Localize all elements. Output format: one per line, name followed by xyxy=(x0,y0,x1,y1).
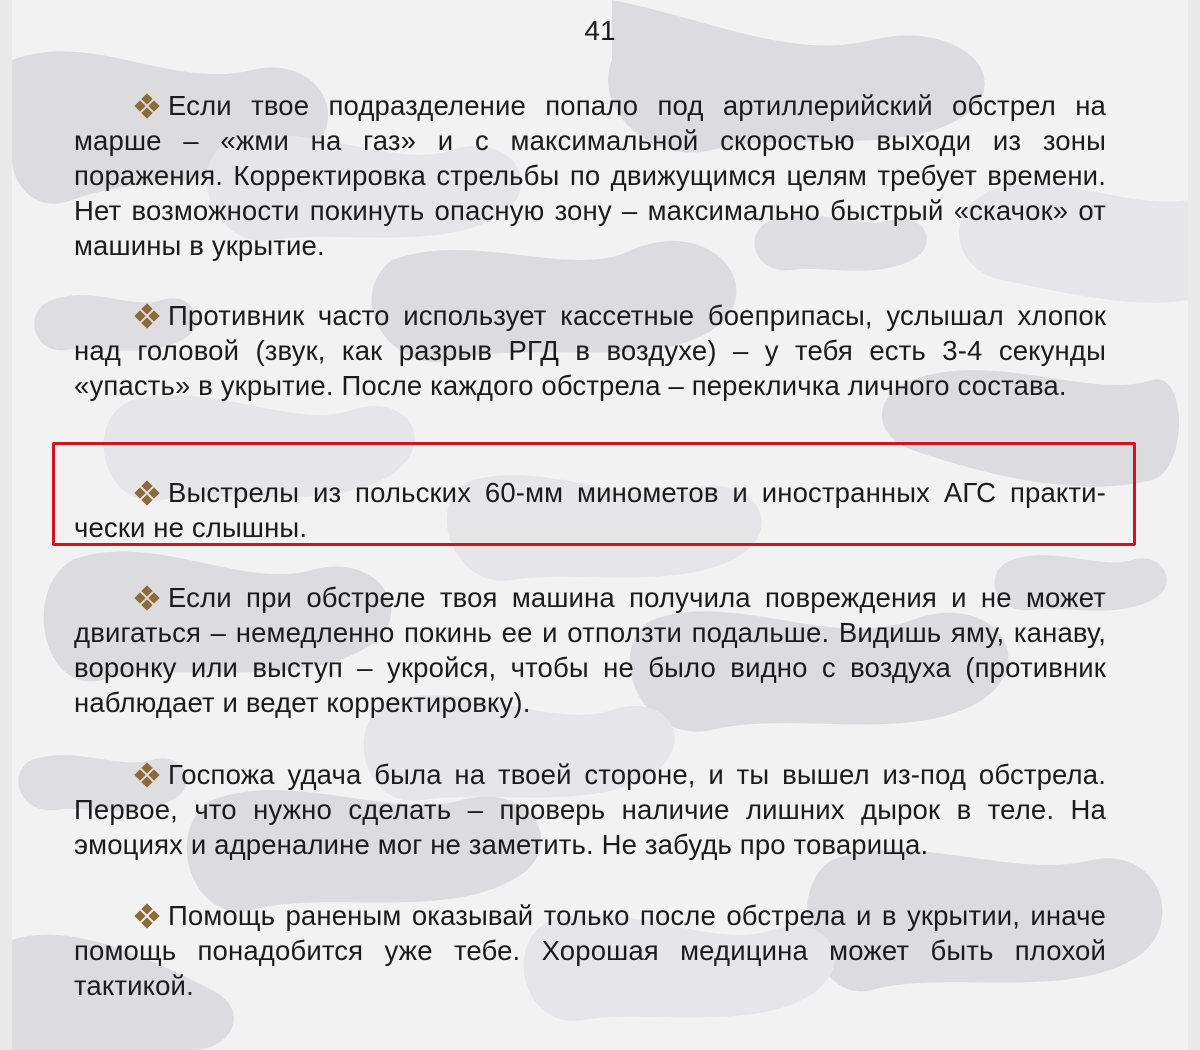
paragraph-text: Если твое подразделение попало под артиллерийский обстрел на марше – «жми на газ» и с максимальной скоростью выходи из зоны поражения. Корректировка стрельбы по движущимся целям требует времени. Нет возможности покинуть опасную зону – максимально быстрый «скачок» от машины в укрытие. xyxy=(74,90,1106,261)
paragraph-text: Противник часто использует кассетные боеприпасы, услышал хлопок над головой (звук, как разрыв РГД в воздухе) – у тебя есть 3-4 секунды «упасть» в укрытие. После каждого обстрела – перекличка личного состава. xyxy=(74,300,1106,401)
paragraph-first-aid xyxy=(74,898,1106,1003)
four-diamond-bullet-icon xyxy=(136,482,158,504)
four-diamond-bullet-icon xyxy=(136,305,158,327)
four-diamond-bullet-icon xyxy=(136,764,158,786)
paragraph-artillery-on-march xyxy=(74,88,1106,263)
paragraph-damaged-vehicle xyxy=(74,580,1106,720)
paragraph-cluster-munitions xyxy=(74,298,1106,403)
four-diamond-bullet-icon xyxy=(136,905,158,927)
paragraph-text: Помощь раненым оказывай только после обстрела и в укрытии, иначе помощь понадобится уже тебе. Хорошая медицина может быть плохой тактикой. xyxy=(74,900,1106,1001)
four-diamond-bullet-icon xyxy=(136,95,158,117)
paragraph-mortars-highlighted xyxy=(74,475,1106,545)
paragraph-after-shelling xyxy=(74,757,1106,862)
four-diamond-bullet-icon xyxy=(136,587,158,609)
document-page xyxy=(12,0,1188,1050)
paragraph-text: Выстрелы из польских 60-мм минометов и иностранных АГС практи-чески не слышны. xyxy=(74,477,1106,543)
page-number: 41 xyxy=(584,15,616,46)
paragraph-text: Если при обстреле твоя машина получила повреждения и не может двигаться – немедленно покинь ее и отползти подальше. Видишь яму, канаву, воронку или выступ – укройся, чтобы не было видно с воздуха (противник наблюдает и ведет корректировку). xyxy=(74,582,1106,718)
paragraph-text: Госпожа удача была на твоей стороне, и ты вышел из-под обстрела. Первое, что нужно сделать – проверь наличие лишних дырок в теле. На эмоциях и адреналине мог не заметить. Не забудь про товарища. xyxy=(74,759,1106,860)
